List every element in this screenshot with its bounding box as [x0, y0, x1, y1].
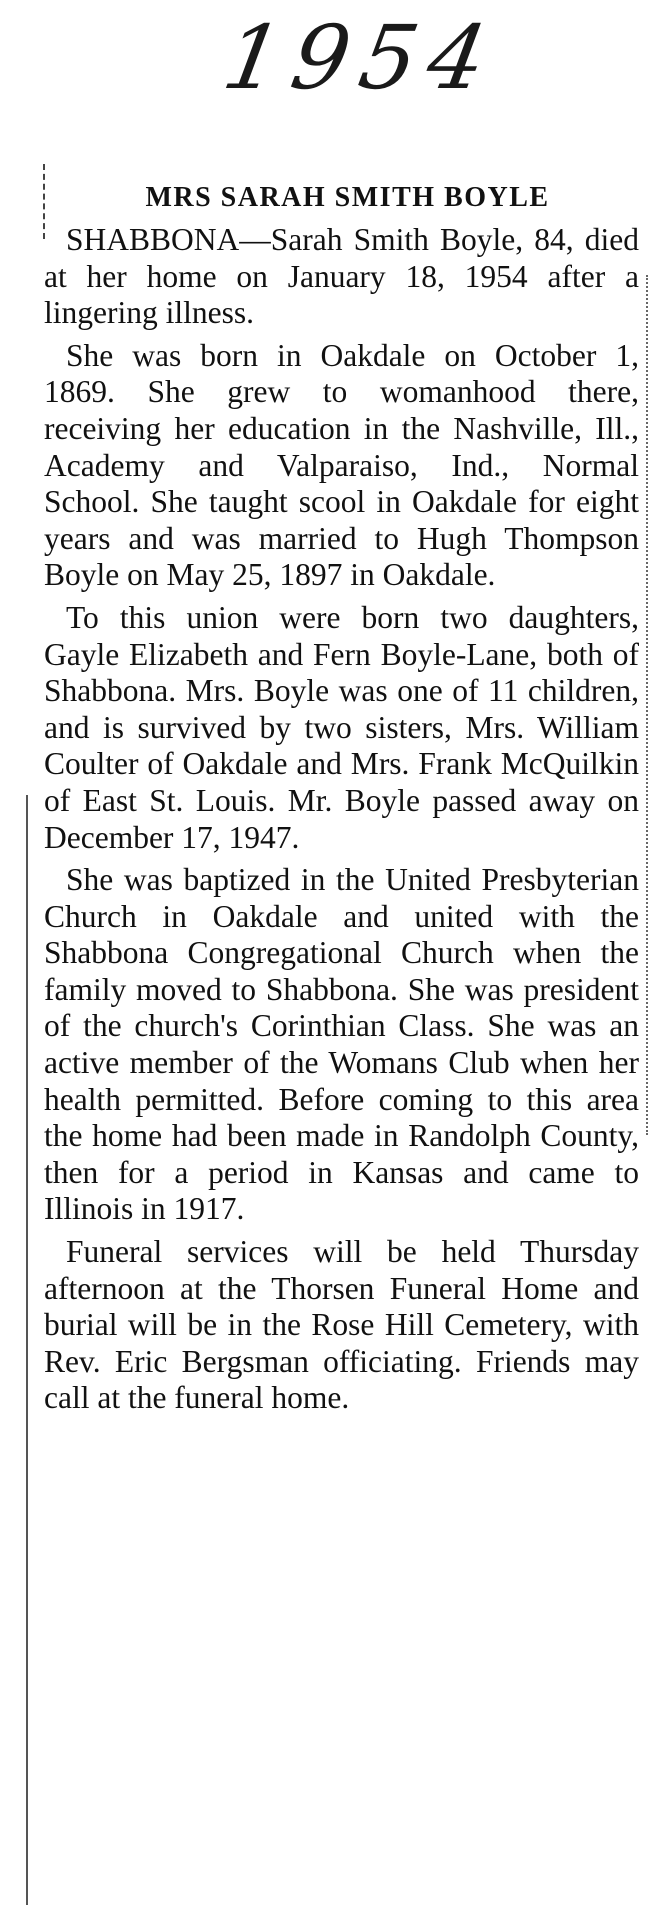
obituary-clipping: [44, 180, 639, 1423]
right-column-rule: [646, 275, 648, 1135]
left-column-rule-lower: [26, 795, 28, 1905]
obituary-headline: MRS SARAH SMITH BOYLE: [145, 182, 550, 213]
obituary-paragraph-church: She was baptized in the United Presbyterian Church in Oakdale and united with the Shabbona Congregational Church when the family moved to Shabbona. She was president of the church's Corinthian Class. She was an active member of the Womans Club when her health permitted. Before coming to this area the home had been made in Randolph County, then for a period in Kansas and came to Illinois in 1917.: [44, 862, 639, 1227]
obituary-paragraph-birth: She was born in Oakdale on October 1, 1869. She grew to womanhood there, receiving her education in the Nashville, Ill., Academy and Valparaiso, Ind., Normal School. She taught scool in Oakdale for eight years and was married to Hugh Thompson Boyle on May 25, 1897 in Oakdale.: [44, 337, 639, 593]
obituary-paragraph-family: To this union were born two daughters, Gayle Elizabeth and Fern Boyle-Lane, both of Shabbona. Mrs. Boyle was one of 11 children, and is survived by two sisters, Mrs. William Coulter of Oakdale and Mrs. Frank McQuilkin of East St. Louis. Mr. Boyle passed away on December 17, 1947.: [44, 599, 639, 855]
obituary-paragraph-death: SHABBONA—Sarah Smith Boyle, 84, died at her home on January 18, 1954 after a lingering illness.: [44, 222, 639, 331]
obituary-paragraph-funeral: Funeral services will be held Thursday afternoon at the Thorsen Funeral Home and burial will be in the Rose Hill Cemetery, with Rev. Eric Bergsman officiating. Friends may call at the funeral home.: [44, 1234, 639, 1416]
handwritten-year: 1954: [216, 6, 507, 109]
